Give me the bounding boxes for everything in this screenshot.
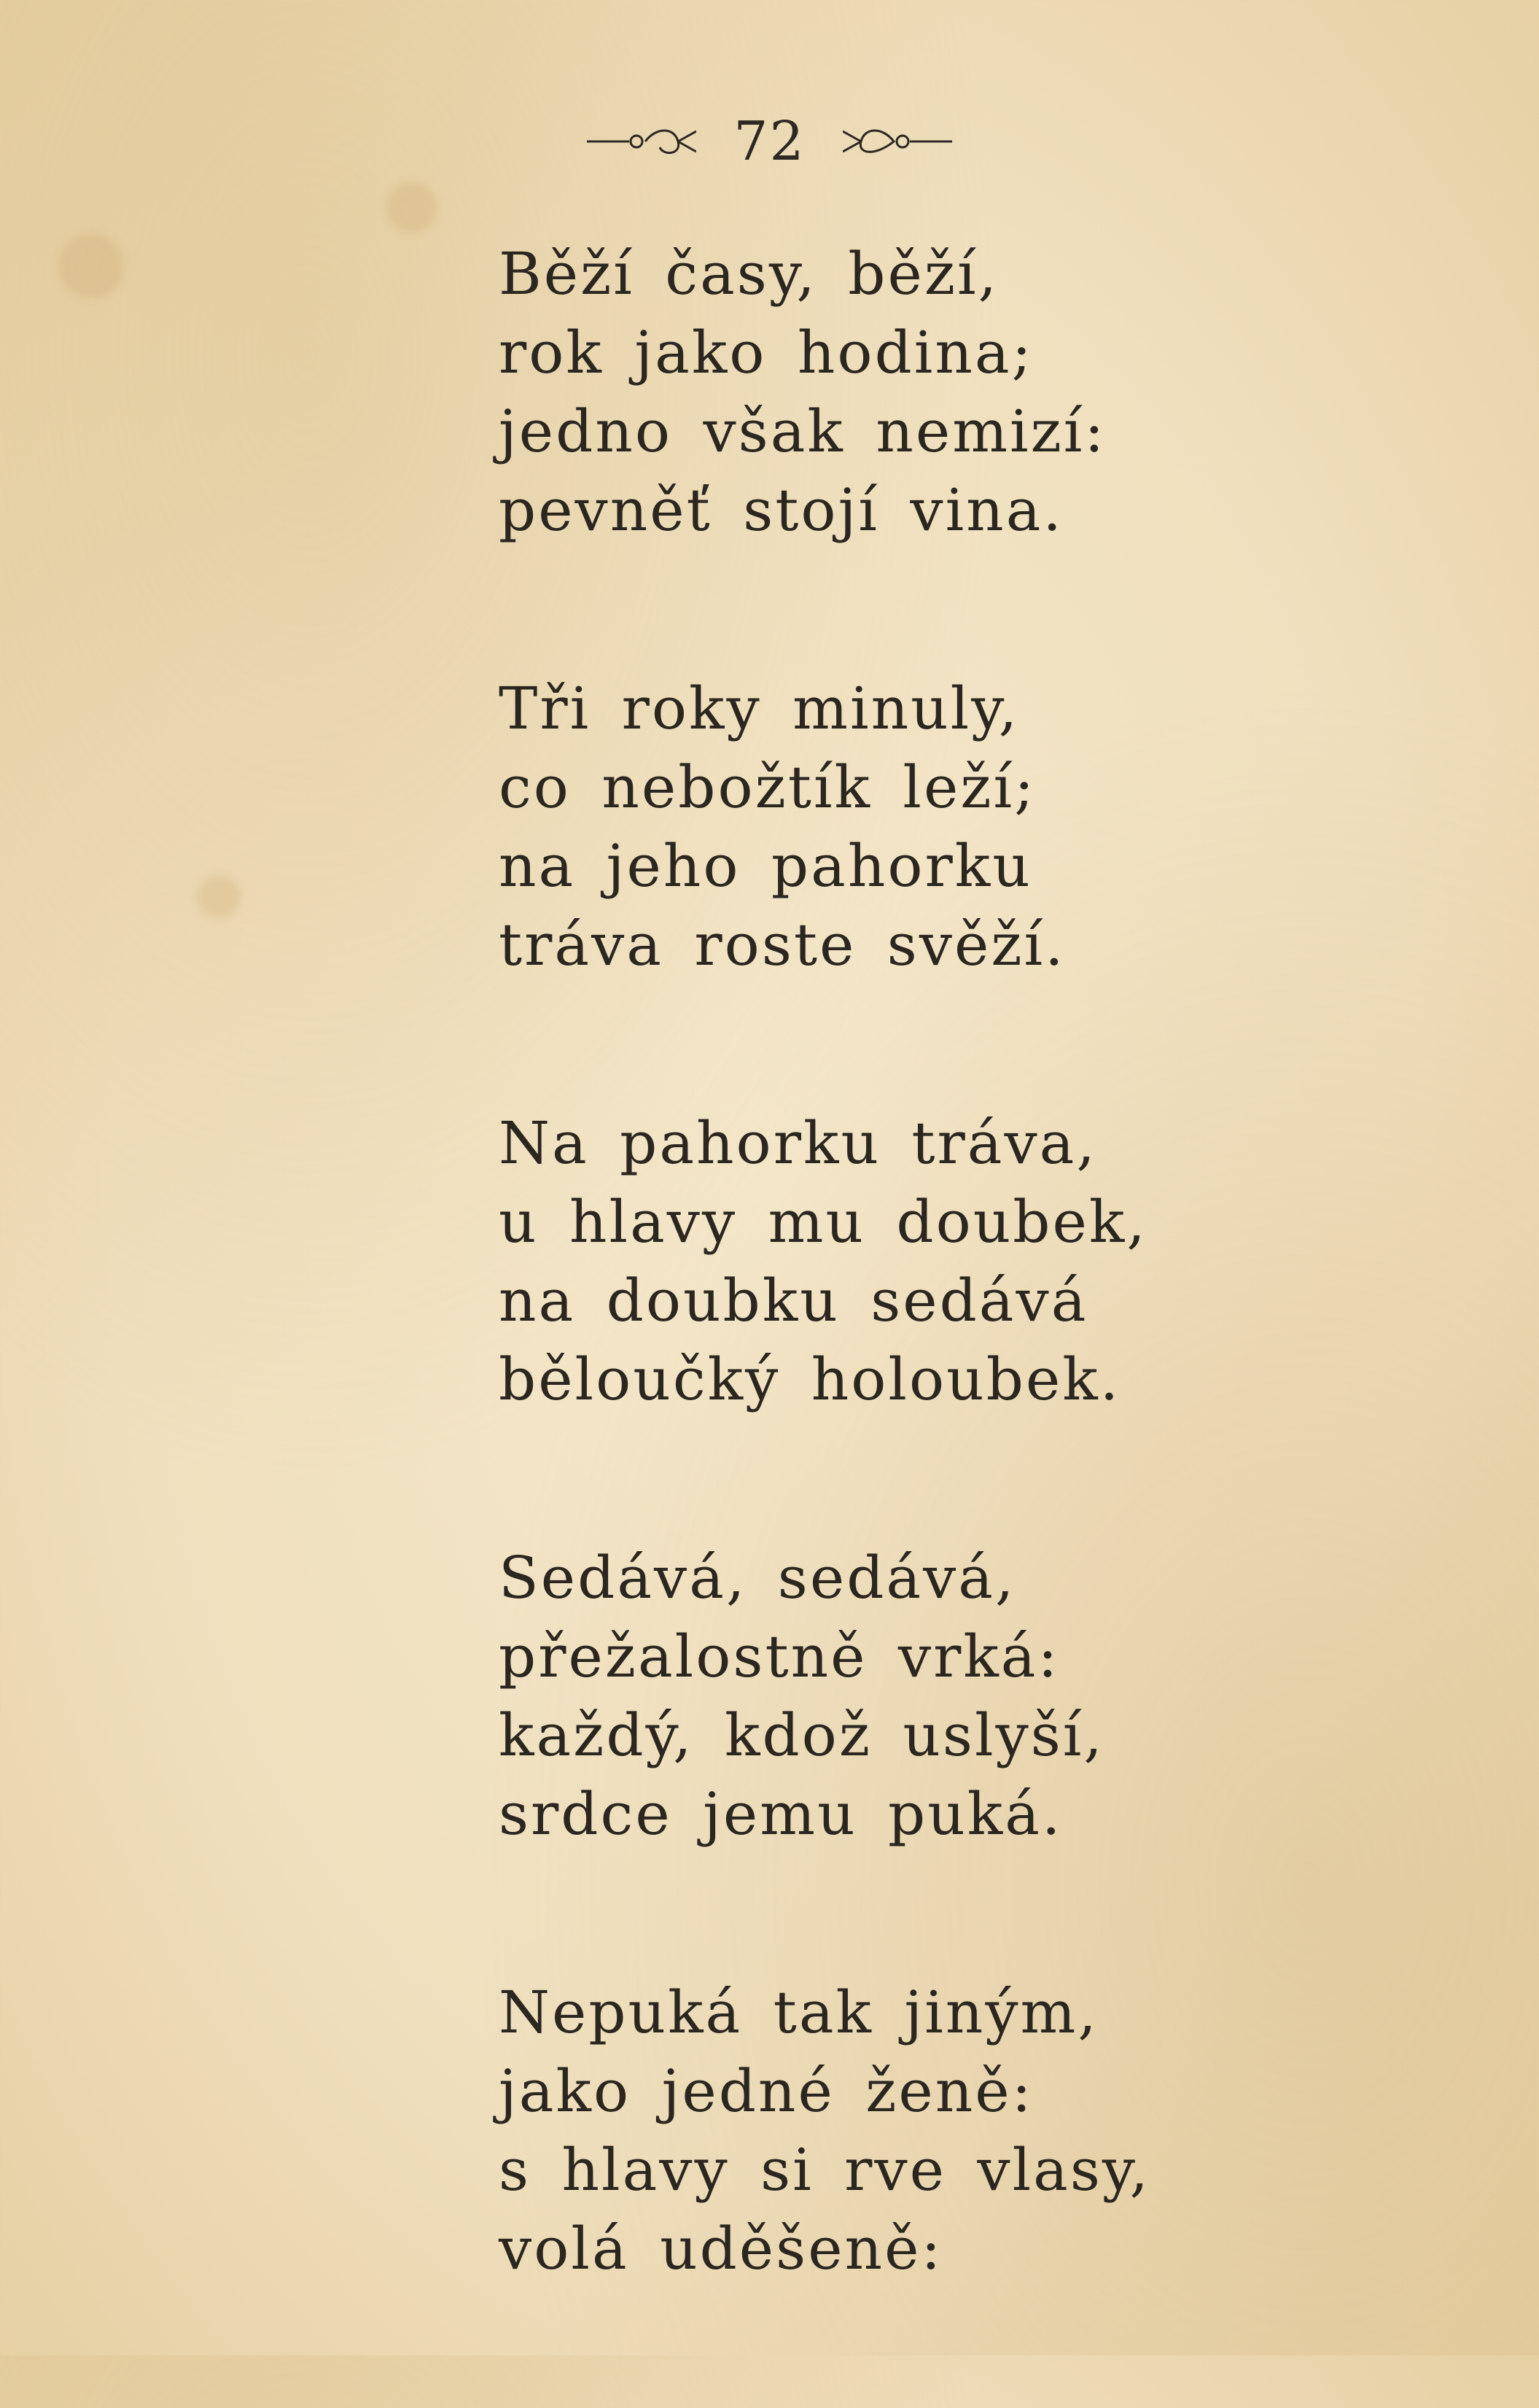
verse-line: rok jako hodina;	[499, 319, 1034, 387]
verse-line: každý, kdož uslyší,	[499, 1701, 1104, 1769]
verse-line: Běží časy, běží,	[499, 240, 999, 308]
verse-line: volá uděšeně:	[499, 2215, 943, 2283]
verse-line: jako jedné ženě:	[499, 2057, 1034, 2125]
verse-line: přežalostně vrká:	[499, 1623, 1060, 1690]
verse-line: tráva roste svěží.	[499, 911, 1066, 979]
verse-line: u hlavy mu doubek,	[499, 1188, 1148, 1256]
right-ornament-icon	[843, 127, 952, 156]
stanza-3	[499, 1104, 1155, 1419]
paper-stain	[197, 875, 241, 919]
stanza-5	[499, 1973, 1155, 2288]
verse-line: Sedává, sedává,	[499, 1544, 1016, 1612]
verse-line: Tři roky minuly,	[499, 675, 1020, 742]
stanza-2	[499, 669, 1155, 984]
verse-line: Nepuká tak jiným,	[499, 1978, 1099, 2046]
verse-line: na doubku sedává	[499, 1267, 1088, 1335]
verse-line: co nebožtík leží;	[499, 753, 1037, 821]
verse-line: srdce jemu puká.	[499, 1780, 1063, 1848]
verse-line: na jeho pahorku	[499, 832, 1032, 900]
verse-line: pevněť stojí vina.	[499, 476, 1064, 544]
page-number: 72	[733, 109, 806, 173]
paper-stain	[58, 233, 124, 299]
poem-text	[499, 235, 1155, 2408]
verse-line: s hlavy si rve vlasy,	[499, 2136, 1150, 2204]
left-ornament-icon	[587, 127, 696, 156]
verse-line: jedno však nemizí:	[499, 397, 1107, 465]
stanza-4	[499, 1539, 1155, 1854]
page-header	[0, 106, 1539, 173]
verse-line: Na pahorku tráva,	[499, 1109, 1097, 1177]
paper-stain	[386, 182, 437, 233]
stanza-1	[499, 235, 1155, 550]
verse-line: běloučký holoubek.	[499, 1345, 1121, 1413]
